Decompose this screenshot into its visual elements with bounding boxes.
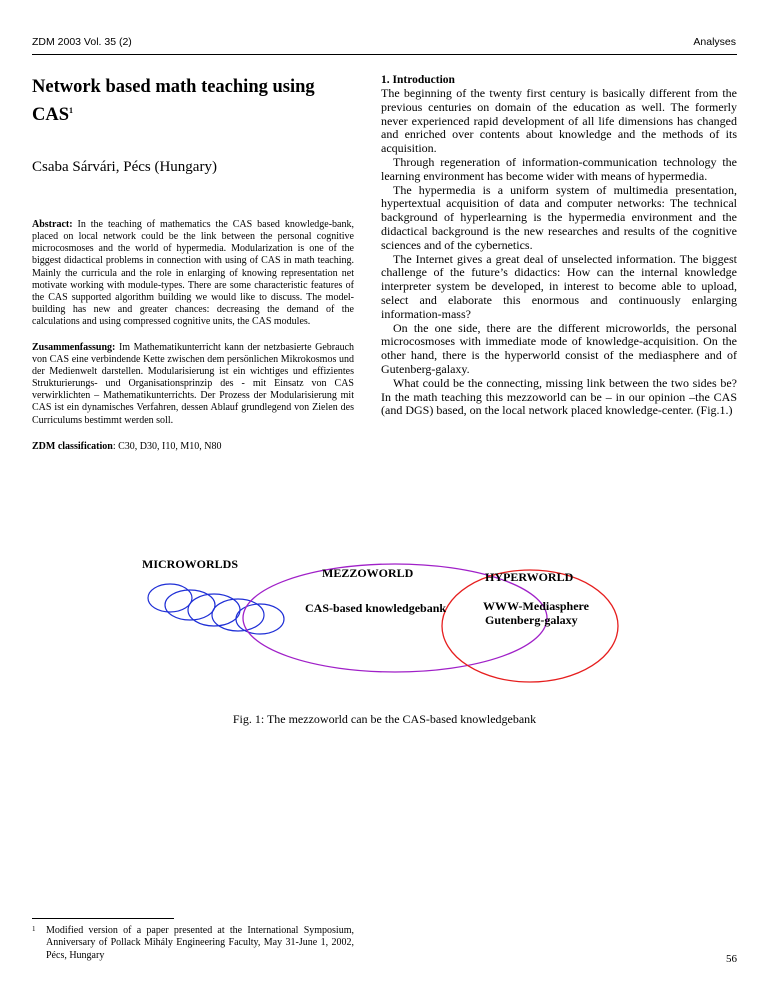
figure-caption: Fig. 1: The mezzoworld can be the CAS-based knowledgebank bbox=[232, 712, 537, 726]
zusammenfassung bbox=[32, 342, 354, 427]
paper-title-text: Network based math teaching using CAS bbox=[32, 77, 315, 126]
header-rule bbox=[32, 54, 737, 55]
right-column bbox=[381, 74, 737, 418]
paper-title bbox=[32, 76, 354, 127]
intro-paragraph: On the one side, there are the different microworlds, the personal microcosmoses with immediate mode of knowledge-acquisition. On the other hand, there is the hyperworld consist of the mediasphere and of Gutenberg-galaxy. bbox=[381, 320, 737, 376]
zusammenfassung-text: Im Mathematikunterricht kann der netzbasierte Gebrauch von CAS eine verbindende Kette zwischen dem persönlichen Mikrokosmos und der Medienwelt darstellen. Modularisierung ist ein wichtiges und effizientes Strukturierungs- und Organisationsprinzip des - mit Einsatz von CAS verwirklichten – Mathematikunterrichts. Der Prozess der Modularisierung mit CAS ist ein dynamisches Verfahren, dessen Ablauf grundlegend von Zielen des Curriculums bestimmt werden soll. bbox=[32, 342, 355, 426]
footnote-number: 1 bbox=[32, 925, 36, 933]
intro-paragraph: The Internet gives a great deal of unselected information. The biggest challenge of the future’s didactics: How can the internal knowledge interpreter system be developed, in interest to become able to upload, select and elaborate this enormous and continuously enlarging information-mass? bbox=[381, 251, 737, 321]
figure-1-diagram bbox=[140, 548, 720, 688]
footnote-rule bbox=[32, 918, 174, 919]
abstract-label: Abstract: bbox=[32, 219, 73, 231]
abstract bbox=[32, 219, 354, 328]
microworlds-label: MICROWORLDS bbox=[142, 557, 239, 571]
mezzoworld-label: MEZZOWORLD bbox=[322, 566, 414, 580]
page-number: 56 bbox=[726, 953, 737, 965]
title-footnote-mark: 1 bbox=[69, 106, 74, 115]
footnote bbox=[32, 925, 354, 962]
microworld-ellipse bbox=[148, 584, 192, 612]
left-column bbox=[32, 76, 354, 453]
gutenberg-galaxy-label: Gutenberg-galaxy bbox=[485, 613, 578, 627]
footnote-text: Modified version of a paper presented at the International Symposium, Anniversary of Pollack Mihály Engineering Faculty, May 31-June 1, 2002, Pécs, Hungary bbox=[46, 925, 354, 961]
www-mediasphere-label: WWW-Mediasphere bbox=[483, 599, 589, 613]
abstract-text: In the teaching of mathematics the CAS based knowledge-bank, placed on local network could be the link between the personal cognitive microcosmoses and the world of hypermedia. Modularization is one of the biggest didactical problems in connection with using of CAS in math teaching. Mainly the curricula and the role in enlarging of knowing representation net motivate working with module-types. There are some characteristic features of the CAS supported algorithm building we would like to discuss. The model-building has new and greater chances: decreasing the demand of the calculations and using compressed cognitive units, the CAS modules. bbox=[32, 219, 354, 327]
intro-paragraph: The beginning of the twenty first century is basically different from the previous centuries on domain of the education as well. The formerly never experienced rapid development of all life dimensions has changed and enriched over contents about knowledge and the methods of its acquisition. bbox=[381, 86, 737, 156]
hyperworld-label: HYPERWORLD bbox=[485, 570, 574, 584]
author-line: Csaba Sárvári, Pécs (Hungary) bbox=[32, 159, 217, 176]
journal-header: ZDM 2003 Vol. 35 (2) bbox=[32, 36, 132, 48]
zusammenfassung-label: Zusammenfassung: bbox=[32, 342, 116, 353]
section-heading: 1. Introduction bbox=[381, 74, 455, 86]
zdm-classification bbox=[32, 441, 354, 453]
intro-paragraph: What could be the connecting, missing link between the two sides be? In the math teaching this mezzoworld can be – in our opinion –the CAS (and DGS) based, on the local network placed knowledge-center. (Fig.1.) bbox=[381, 375, 737, 418]
section-header: Analyses bbox=[693, 36, 736, 48]
intro-paragraph: Through regeneration of information-communication technology the learning environment has become wider with means of hypermedia. bbox=[381, 154, 737, 183]
intro-paragraph: The hypermedia is a uniform system of multimedia presentation, hypertextual acquisition of data and computer networks: The technical background of hyperlearning is the hypermedia environment and the didactical background is the new researches and results of the cognitive sciences and of the cybernetics. bbox=[381, 182, 737, 252]
cas-knowledgebank-label: CAS-based knowledgebank bbox=[305, 601, 447, 615]
zdm-classification-value: : C30, D30, I10, M10, N80 bbox=[112, 440, 222, 452]
zdm-classification-label: ZDM classification bbox=[32, 440, 113, 452]
